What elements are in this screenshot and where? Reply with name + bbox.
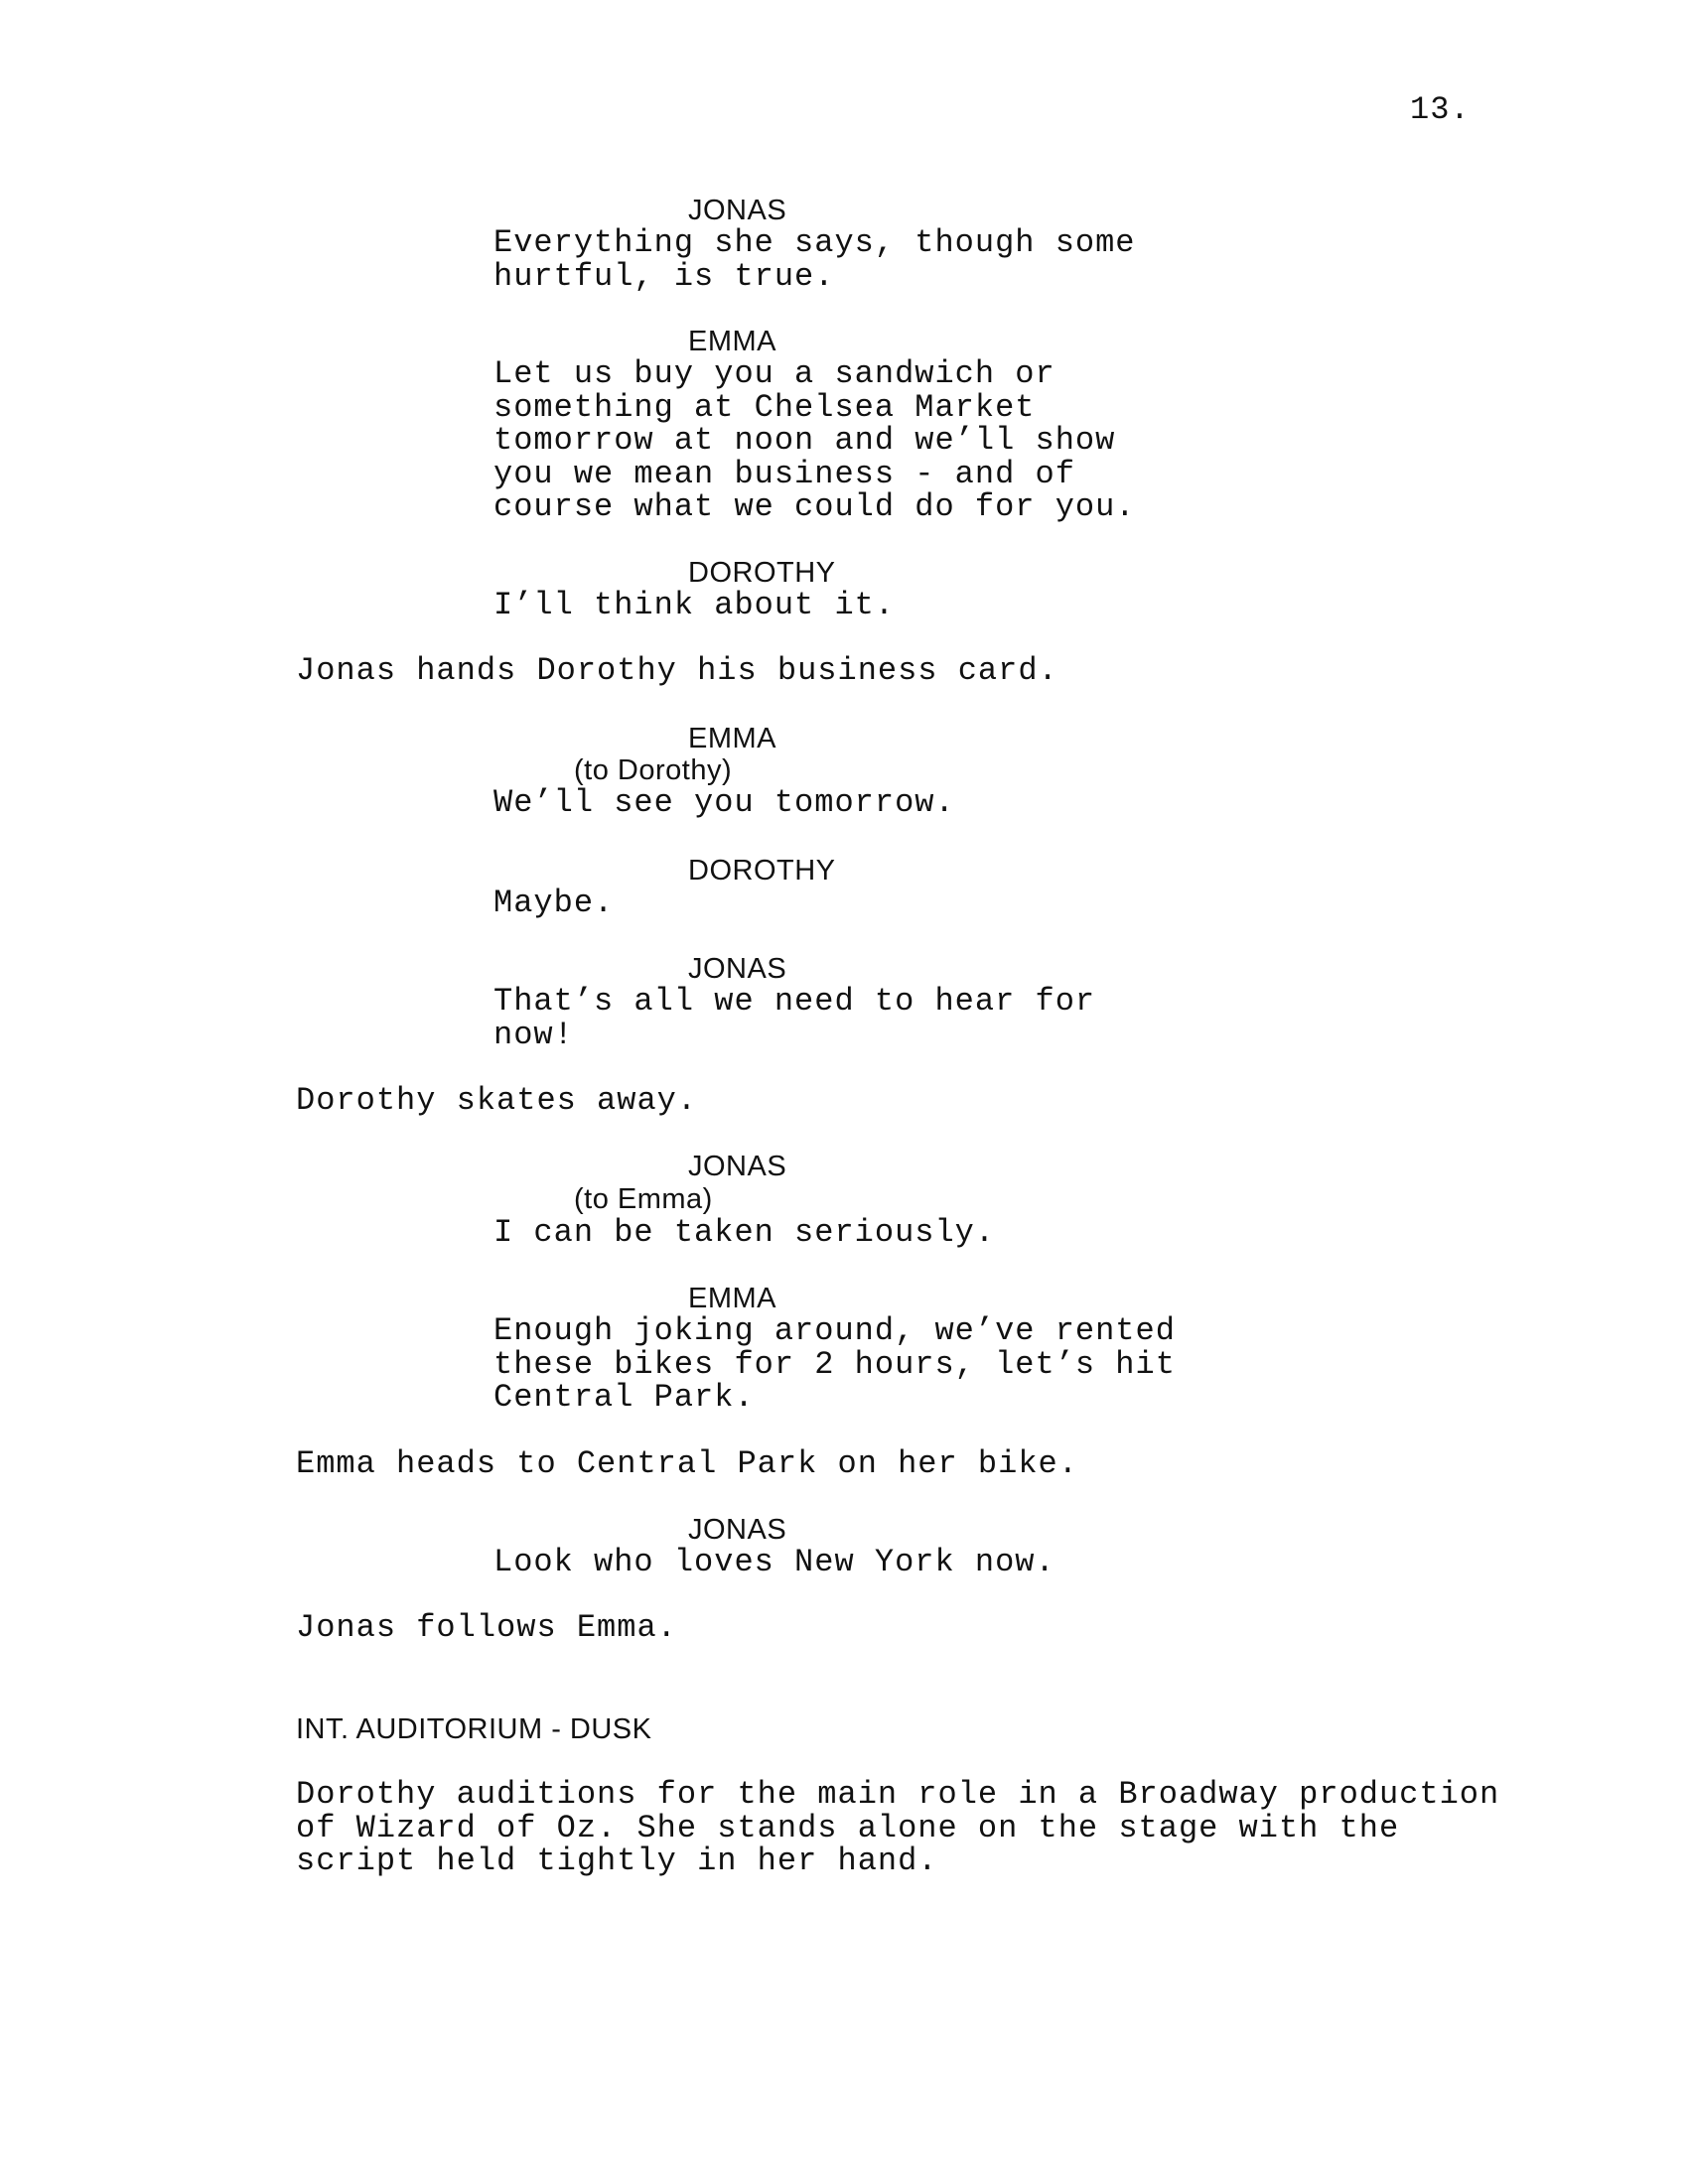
scene-heading: INT. AUDITORIUM - DUSK: [296, 1713, 652, 1745]
action-line: Emma heads to Central Park on her bike.: [296, 1445, 1078, 1482]
action-line: Jonas follows Emma.: [296, 1609, 677, 1646]
dialogue: Let us buy you a sandwich or something at Chelsea Market tomorrow at noon and we’ll show you we mean business - and of course what we could do for you.: [493, 355, 1136, 525]
character-name: JONAS: [688, 195, 787, 226]
character-name: JONAS: [688, 1151, 787, 1182]
action-line: Jonas hands Dorothy his business card.: [296, 652, 1058, 689]
action-line: Dorothy skates away.: [296, 1082, 698, 1119]
dialogue: I can be taken seriously.: [493, 1214, 996, 1251]
parenthetical: (to Emma): [574, 1183, 713, 1215]
dialogue: Maybe.: [493, 885, 615, 921]
character-name: JONAS: [688, 1514, 787, 1546]
character-name: DOROTHY: [688, 557, 836, 589]
character-name: EMMA: [688, 723, 776, 754]
character-name: DOROTHY: [688, 855, 836, 887]
dialogue: That’s all we need to hear for now!: [493, 983, 1096, 1053]
dialogue: I’ll think about it.: [493, 587, 896, 623]
parenthetical: (to Dorothy): [574, 754, 733, 786]
dialogue: Enough joking around, we’ve rented these bikes for 2 hours, let’s hit Central Park.: [493, 1312, 1176, 1416]
dialogue: Look who loves New York now.: [493, 1544, 1055, 1580]
page-number: 13.: [1410, 91, 1471, 128]
dialogue: We’ll see you tomorrow.: [493, 784, 955, 821]
dialogue: Everything she says, though some hurtful, is true.: [493, 224, 1136, 295]
action-line: Dorothy auditions for the main role in a Broadway production of Wizard of Oz. She stands alone on the stage with the script held tightly in her hand.: [296, 1776, 1500, 1879]
character-name: JONAS: [688, 953, 787, 985]
character-name: EMMA: [688, 1283, 776, 1314]
character-name: EMMA: [688, 326, 776, 357]
